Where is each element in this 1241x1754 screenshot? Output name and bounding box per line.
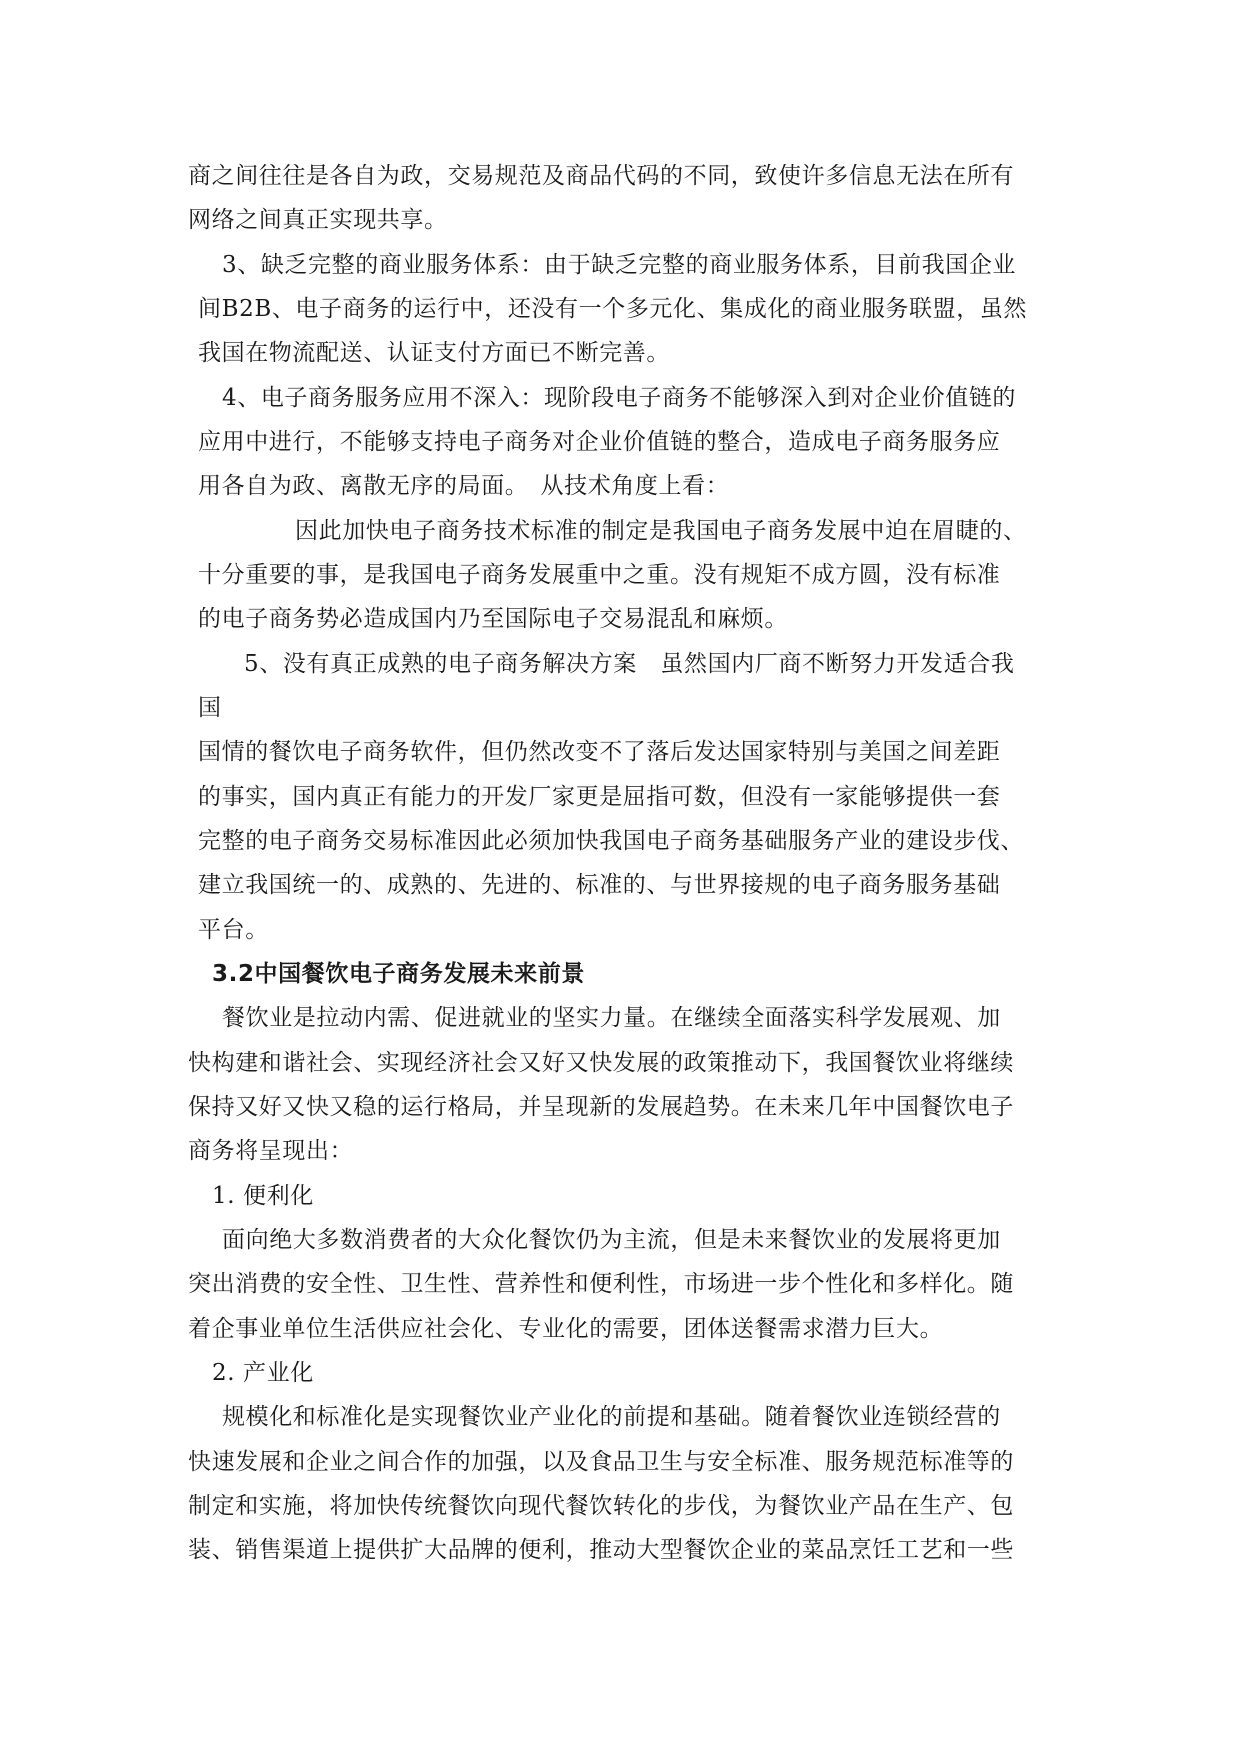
- text-line: 平台。: [198, 917, 269, 943]
- text-line: 国: [198, 695, 222, 721]
- text-line: 国情的餐饮电子商务软件，但仍然改变不了落后发达国家特别与美国之间差距: [198, 739, 1001, 765]
- text-line: 间B2B、电子商务的运行中，还没有一个多元化、集成化的商业服务联盟，虽然: [198, 296, 1028, 322]
- text-line: 制定和实施，将加快传统餐饮向现代餐饮转化的步伐，为餐饮业产品在生产、包: [188, 1493, 1014, 1519]
- text-line: 4、电子商务服务应用不深入：现阶段电子商务不能够深入到对企业价值链的: [222, 385, 1017, 411]
- text-line: 快速发展和企业之间合作的加强，以及食品卫生与安全标准、服务规范标准等的: [188, 1449, 1014, 1475]
- text-line: 保持又好又快又稳的运行格局，并呈现新的发展趋势。在未来几年中国餐饮电子: [188, 1094, 1014, 1120]
- text-line: 商务将呈现出：: [188, 1138, 354, 1164]
- text-line: 完整的电子商务交易标准因此必须加快我国电子商务基础服务产业的建设步伐、: [198, 828, 1024, 854]
- text-line: 用各自为政、离散无序的局面。 从技术角度上看：: [198, 473, 730, 499]
- text-line: 应用中进行，不能够支持电子商务对企业价值链的整合，造成电子商务服务应: [198, 429, 1001, 455]
- text-line: 十分重要的事，是我国电子商务发展重中之重。没有规矩不成方圆，没有标准: [198, 562, 1001, 588]
- text-line: 5、没有真正成熟的电子商务解决方案 虽然国内厂商不断努力开发适合我: [244, 651, 1015, 677]
- section-heading: 3.2中国餐饮电子商务发展未来前景: [212, 961, 585, 987]
- text-line: 餐饮业是拉动内需、促进就业的坚实力量。在继续全面落实科学发展观、加: [222, 1005, 1001, 1031]
- text-line: 网络之间真正实现共享。: [188, 207, 448, 233]
- text-line: 面向绝大多数消费者的大众化餐饮仍为主流，但是未来餐饮业的发展将更加: [222, 1227, 1001, 1253]
- text-line: 装、销售渠道上提供扩大品牌的便利，推动大型餐饮企业的菜品烹饪工艺和一些: [188, 1537, 1014, 1563]
- text-line: 3、缺乏完整的商业服务体系：由于缺乏完整的商业服务体系，目前我国企业: [222, 252, 1017, 278]
- list-item-heading: 1. 便利化: [212, 1183, 314, 1209]
- text-line: 的电子商务势必造成国内乃至国际电子交易混乱和麻烦。: [198, 606, 788, 632]
- text-line: 突出消费的安全性、卫生性、营养性和便利性，市场进一步个性化和多样化。随: [188, 1271, 1014, 1297]
- text-line: 建立我国统一的、成熟的、先进的、标准的、与世界接规的电子商务服务基础: [198, 872, 1001, 898]
- text-line: 因此加快电子商务技术标准的制定是我国电子商务发展中迫在眉睫的、: [295, 518, 1027, 544]
- text-line: 商之间往往是各自为政，交易规范及商品代码的不同，致使许多信息无法在所有: [188, 163, 1014, 189]
- list-item-heading: 2. 产业化: [212, 1360, 314, 1386]
- text-line: 着企事业单位生活供应社会化、专业化的需要，团体送餐需求潜力巨大。: [188, 1316, 944, 1342]
- text-line: 的事实，国内真正有能力的开发厂家更是屈指可数，但没有一家能够提供一套: [198, 784, 1001, 810]
- text-line: 快构建和谐社会、实现经济社会又好又快发展的政策推动下，我国餐饮业将继续: [188, 1050, 1014, 1076]
- text-line: 规模化和标准化是实现餐饮业产业化的前提和基础。随着餐饮业连锁经营的: [222, 1404, 1001, 1430]
- text-line: 我国在物流配送、认证支付方面已不断完善。: [198, 340, 670, 366]
